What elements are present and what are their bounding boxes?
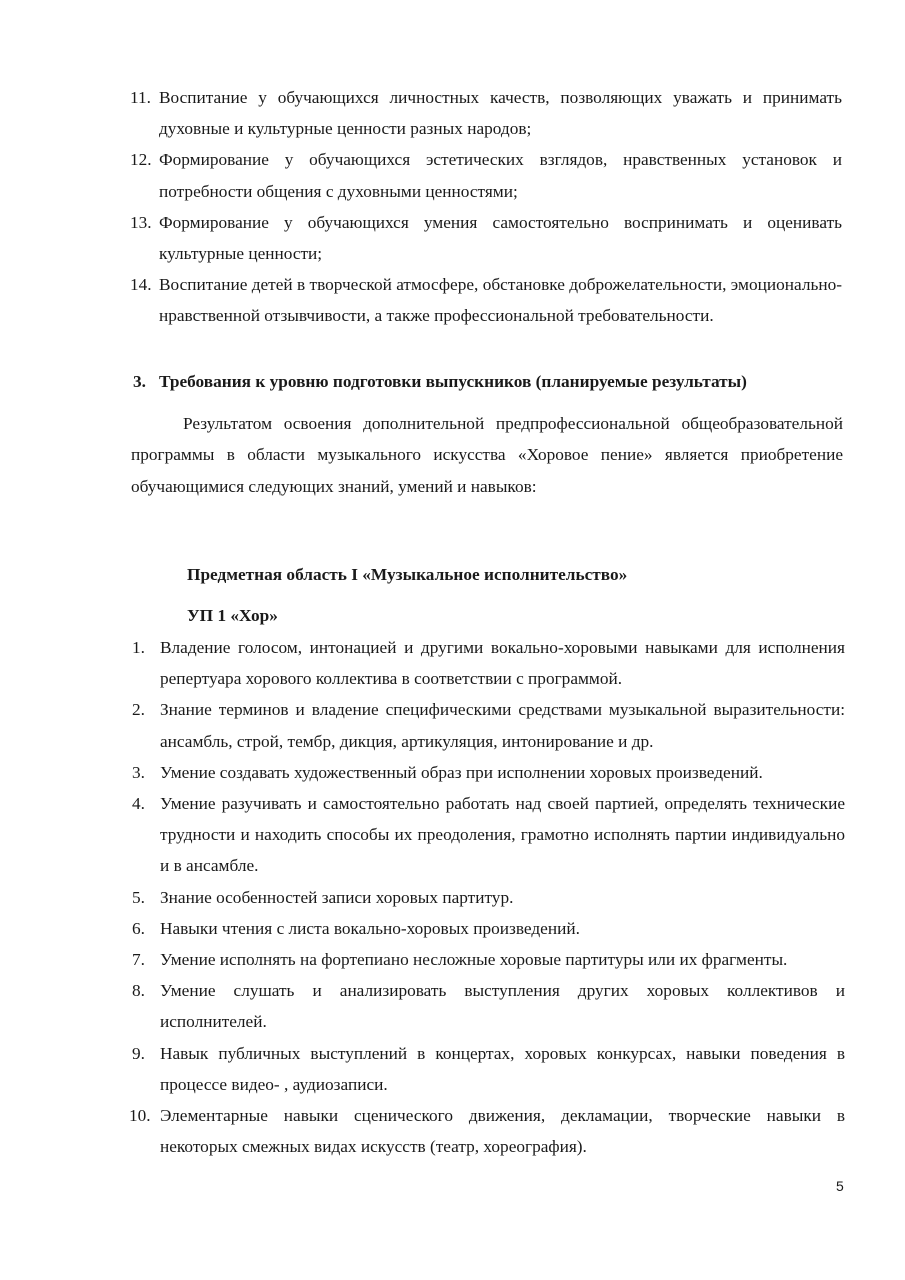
item-number: 14. — [130, 275, 152, 295]
subject-area-heading: Предметная область I «Музыкальное исполнительство» — [187, 565, 628, 584]
section-number: 3. — [133, 372, 146, 391]
list-item — [130, 269, 842, 331]
item-number: 13. — [130, 212, 152, 232]
intro-paragraph: Результатом освоения дополнительной предпрофессиональной общеобразовательной программы в области музыкального искусства «Хоровое пение» является приобретение обучающимися следующих знаний, умений и навыков: — [131, 414, 843, 496]
list-item — [132, 757, 845, 788]
item-number: 3. — [132, 762, 145, 782]
section-heading — [133, 366, 853, 397]
section-title: Требования к уровню подготовки выпускников (планируемые результаты) — [159, 372, 747, 391]
item-number: 1. — [132, 638, 145, 657]
item-number: 7. — [132, 950, 145, 970]
list-item — [129, 1100, 845, 1162]
item-text: Воспитание детей в творческой атмосфере, обстановке доброжелательности, эмоционально-нравственной отзывчивости, а также профессиональной требовательности. — [159, 275, 842, 326]
item-number: 9. — [132, 1043, 145, 1063]
item-text: Формирование у обучающихся умения самостоятельно воспринимать и оценивать культурные ценности; — [159, 212, 842, 264]
course-title: УП 1 «Хор» — [187, 606, 278, 625]
item-text: Умение исполнять на фортепиано несложные хоровые партитуры или их фрагменты. — [160, 950, 788, 970]
list-item — [132, 694, 845, 756]
item-text: Умение слушать и анализировать выступления других хоровых коллективов и исполнителей. — [160, 981, 845, 1032]
objectives-list — [0, 82, 842, 332]
item-text: Элементарные навыки сценического движения, декламации, творческие навыки в некоторых смежных видах искусств (театр, хореография). — [160, 1106, 845, 1157]
item-number: 11. — [130, 88, 151, 107]
list-item — [132, 788, 845, 882]
list-item — [132, 632, 845, 694]
item-text: Знание особенностей записи хоровых партитур. — [160, 887, 514, 907]
list-item — [132, 975, 845, 1037]
list-item — [132, 882, 845, 913]
item-number: 4. — [132, 794, 145, 814]
list-item — [130, 207, 842, 269]
item-number: 10. — [129, 1106, 151, 1126]
item-text: Воспитание у обучающихся личностных качеств, позволяющих уважать и принимать духовные и культурные ценности разных народов; — [159, 88, 842, 139]
item-text: Умение разучивать и самостоятельно работать над своей партией, определять технические трудности и находить способы их преодоления, грамотно исполнять партии индивидуально и в ансамбле. — [160, 794, 845, 876]
item-text: Навык публичных выступлений в концертах, хоровых конкурсах, навыки поведения в процессе видео- , аудиозаписи. — [160, 1043, 845, 1094]
page-number: 5 — [836, 1178, 844, 1194]
item-number: 12. — [130, 150, 152, 170]
skills-list — [0, 632, 845, 1162]
item-number: 6. — [132, 918, 145, 938]
item-text: Владение голосом, интонацией и другими вокально-хоровыми навыками для исполнения репертуара хорового коллектива в соответствии с программой. — [160, 638, 845, 689]
list-item — [132, 944, 845, 975]
item-text: Умение создавать художественный образ при исполнении хоровых произведений. — [160, 762, 763, 782]
item-text: Навыки чтения с листа вокально-хоровых произведений. — [160, 918, 580, 938]
item-number: 5. — [132, 887, 145, 907]
list-item — [130, 144, 842, 206]
item-text: Формирование у обучающихся эстетических взглядов, нравственных установок и потребности общения с духовными ценностями; — [159, 150, 842, 201]
item-number: 2. — [132, 700, 145, 720]
list-item — [132, 913, 845, 944]
item-number: 8. — [132, 981, 145, 1001]
item-text: Знание терминов и владение специфическими средствами музыкальной выразительности: ансамбль, строй, тембр, дикция, артикуляция, интонирование и др. — [160, 700, 845, 751]
list-item — [132, 1038, 845, 1100]
list-item — [130, 82, 842, 144]
